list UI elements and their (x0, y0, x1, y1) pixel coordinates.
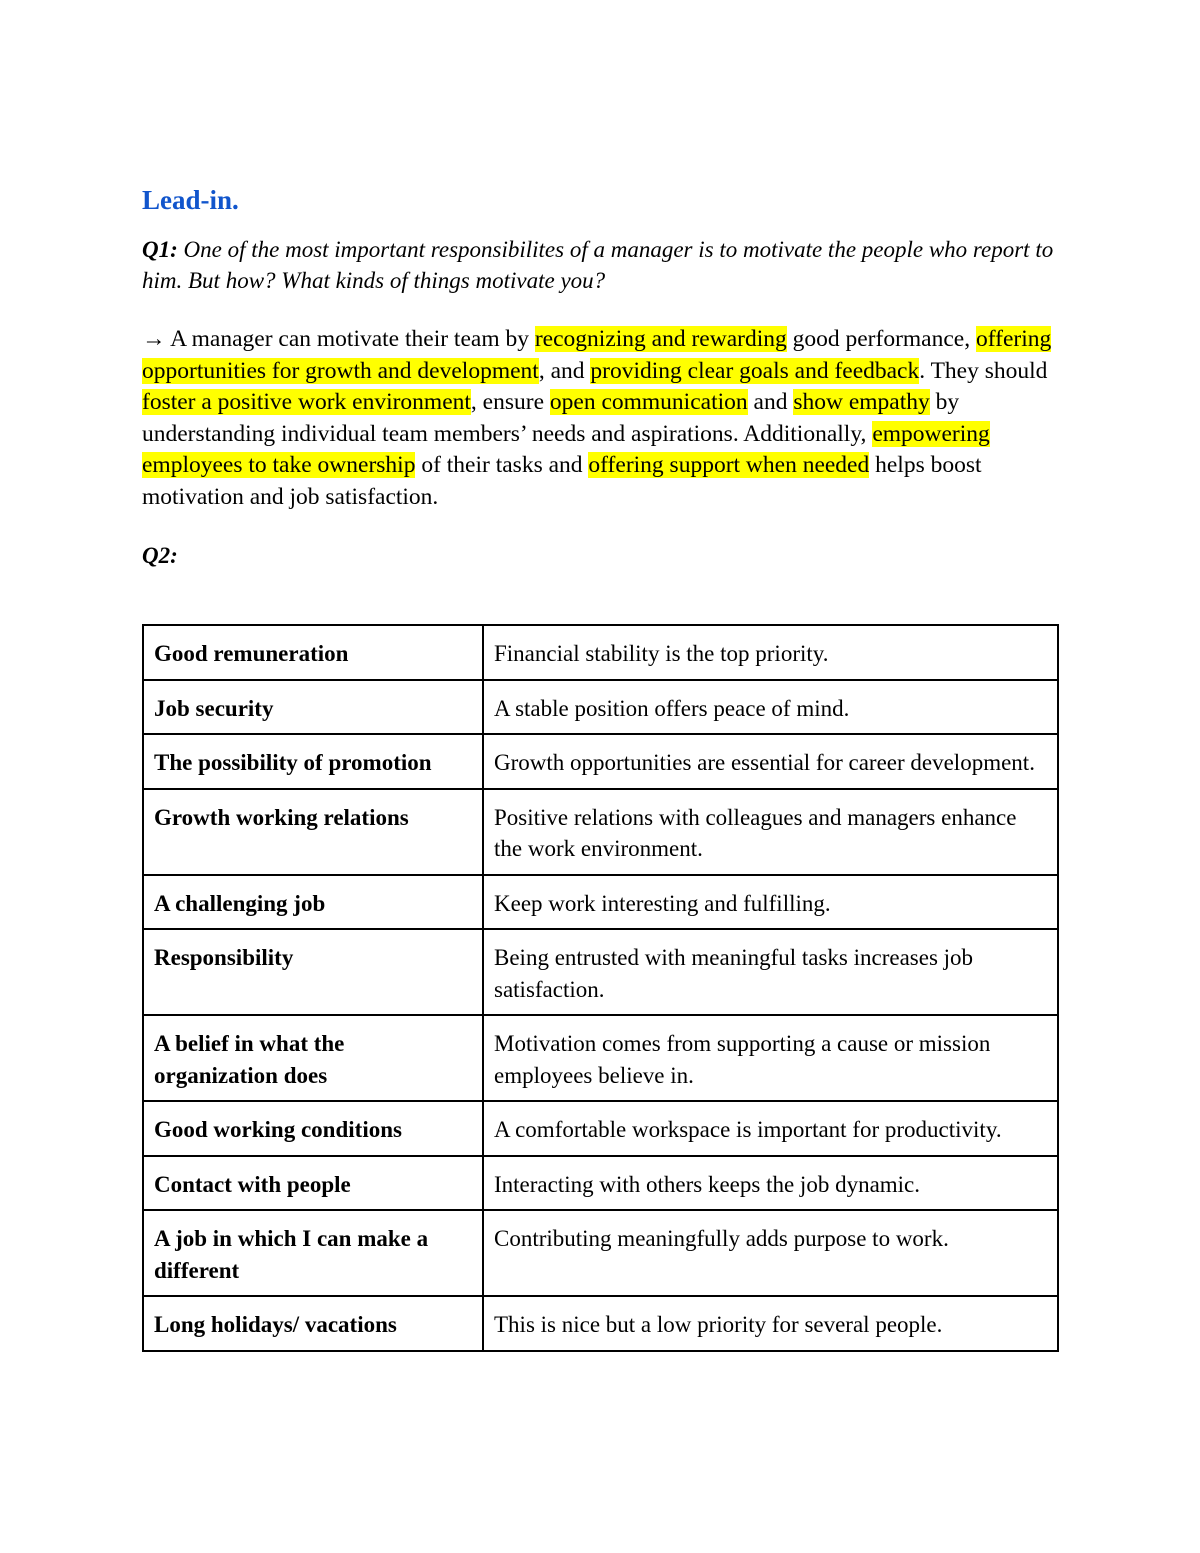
table-row (143, 1156, 1058, 1211)
table-row (143, 734, 1058, 789)
answer-text: . They should (919, 357, 1048, 384)
table-row (143, 1015, 1058, 1101)
motivation-factor: Long holidays/ vacations (143, 1296, 483, 1351)
highlighted-phrase: offering opportunities for growth and development (142, 326, 1052, 384)
motivation-reason: This is nice but a low priority for several people. (483, 1296, 1058, 1351)
highlighted-phrase: empowering employees to take ownership (142, 420, 990, 479)
motivation-reason: Keep work interesting and fulfilling. (483, 875, 1058, 930)
question-1 (142, 234, 1058, 296)
highlighted-phrase: offering support when needed (588, 452, 870, 479)
table-row (143, 789, 1058, 875)
motivation-reason: Growth opportunities are essential for career development. (483, 734, 1058, 789)
answer-text: helps boost motivation and job satisfaction. (142, 452, 982, 510)
question-1-label: Q1: (142, 237, 178, 262)
highlighted-phrase: providing clear goals and feedback (590, 357, 920, 384)
highlighted-phrase: recognizing and rewarding (534, 326, 787, 352)
motivation-factor: A job in which I can make a different (143, 1210, 483, 1296)
answer-text: by understanding individual team members’ needs and aspirations. Additionally, (142, 389, 960, 447)
answer-text: good performance, (786, 326, 976, 352)
table-row (143, 929, 1058, 1015)
motivation-reason: Financial stability is the top priority. (483, 625, 1058, 680)
motivation-reason: Motivation comes from supporting a cause or mission employees believe in. (483, 1015, 1058, 1101)
table-row (143, 1296, 1058, 1351)
question-2-label: Q2: (142, 542, 178, 568)
motivation-factor: Good working conditions (143, 1101, 483, 1156)
motivation-table-body (143, 625, 1058, 1351)
table-row (143, 680, 1058, 735)
answer-paragraph (142, 324, 1058, 514)
motivation-reason: Contributing meaningfully adds purpose to work. (483, 1210, 1058, 1296)
answer-text: , and (538, 357, 591, 384)
motivation-table (142, 624, 1059, 1352)
answer-text: → A manager can motivate their team by (142, 326, 535, 352)
section-heading: Lead-in. (142, 185, 239, 215)
motivation-factor: Good remuneration (143, 625, 483, 680)
motivation-reason: A stable position offers peace of mind. (483, 680, 1058, 735)
document-page (142, 178, 1058, 571)
motivation-factor: A belief in what the organization does (143, 1015, 483, 1101)
answer-text: and (747, 389, 794, 416)
highlighted-phrase: open communication (549, 389, 748, 416)
question-1-text: One of the most important responsibilites of a manager is to motivate the people who report to him. But how? What kinds of things motivate you? (142, 237, 1054, 293)
highlighted-phrase: foster a positive work environment (142, 389, 471, 416)
motivation-reason: A comfortable workspace is important for productivity. (483, 1101, 1058, 1156)
highlighted-phrase: show empathy (793, 389, 930, 416)
table-row (143, 1101, 1058, 1156)
motivation-reason: Being entrusted with meaningful tasks increases job satisfaction. (483, 929, 1058, 1015)
motivation-factor: Growth working relations (143, 789, 483, 875)
motivation-factor: Contact with people (143, 1156, 483, 1211)
table-row (143, 1210, 1058, 1296)
answer-text: of their tasks and (415, 452, 589, 479)
motivation-reason: Positive relations with colleagues and managers enhance the work environment. (483, 789, 1058, 875)
motivation-reason: Interacting with others keeps the job dynamic. (483, 1156, 1058, 1211)
table-row (143, 625, 1058, 680)
motivation-factor: A challenging job (143, 875, 483, 930)
table-row (143, 875, 1058, 930)
motivation-factor: The possibility of promotion (143, 734, 483, 789)
motivation-factor: Job security (143, 680, 483, 735)
motivation-factor: Responsibility (143, 929, 483, 1015)
answer-text: , ensure (470, 389, 550, 416)
